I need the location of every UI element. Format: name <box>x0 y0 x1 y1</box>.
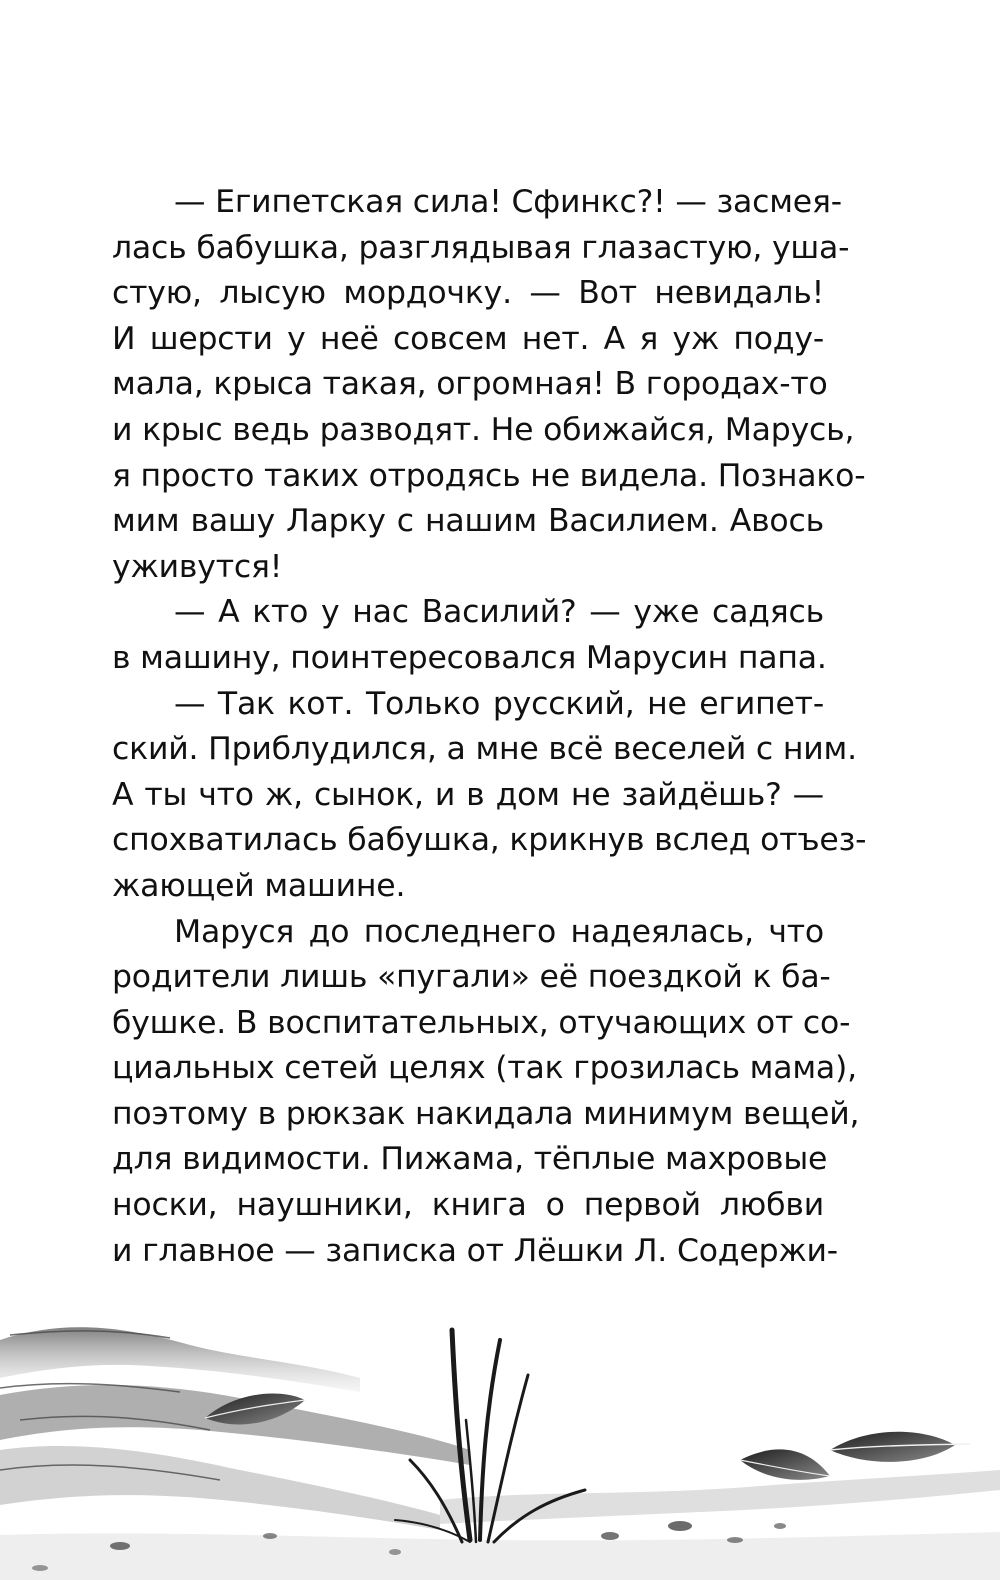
text-line: я просто таких отродясь не видела. Познако- <box>112 457 866 494</box>
text-line: мим вашу Ларку с нашим Василием. Авось <box>112 503 824 540</box>
text-line: лась бабушка, разглядывая глазастую, уша- <box>112 229 850 266</box>
text-line: уживутся! <box>112 548 283 585</box>
text-line: — А кто у нас Василий? — уже садясь <box>174 594 824 631</box>
text-line: — Египетская сила! Сфинкс?! — засмея- <box>174 184 842 220</box>
text-line: в машину, поинтересовался Марусин папа. <box>112 639 827 676</box>
text-line: бушке. В воспитательных, отучающих от со- <box>112 1004 851 1041</box>
text-line: и крыс ведь разводят. Не обижайся, Марусь, <box>112 411 855 448</box>
text-line: спохватилась бабушка, крикнув вслед отъез- <box>112 822 867 859</box>
ink-illustration <box>0 1300 1000 1580</box>
text-line: родители лишь «пугали» её поездкой к ба- <box>112 959 831 996</box>
text-line: мала, крыса такая, огромная! В городах-то <box>112 366 828 403</box>
text-line: Маруся до последнего надеялась, что <box>174 913 824 950</box>
text-line: и главное — записка от Лёшки Л. Содержи- <box>112 1232 838 1269</box>
text-line: для видимости. Пижама, тёплые махровые <box>112 1141 828 1178</box>
text-line: стую, лысую мордочку. — Вот невидаль! <box>112 275 824 312</box>
text-line: носки, наушники, книга о первой любви <box>112 1187 824 1224</box>
text-line: циальных сетей целях (так грозилась мама), <box>112 1050 857 1087</box>
body-text <box>112 180 867 1274</box>
text-line: — Так кот. Только русский, не египет- <box>174 685 824 722</box>
text-line: И шерсти у неё совсем нет. А я уж поду- <box>112 320 824 357</box>
text-line: ский. Приблудился, а мне всё веселей с ним. <box>112 731 857 768</box>
text-line: поэтому в рюкзак накидала минимум вещей, <box>112 1095 860 1132</box>
text-line: жающей машине. <box>112 867 406 904</box>
text-line: А ты что ж, сынок, и в дом не зайдёшь? — <box>112 776 824 813</box>
